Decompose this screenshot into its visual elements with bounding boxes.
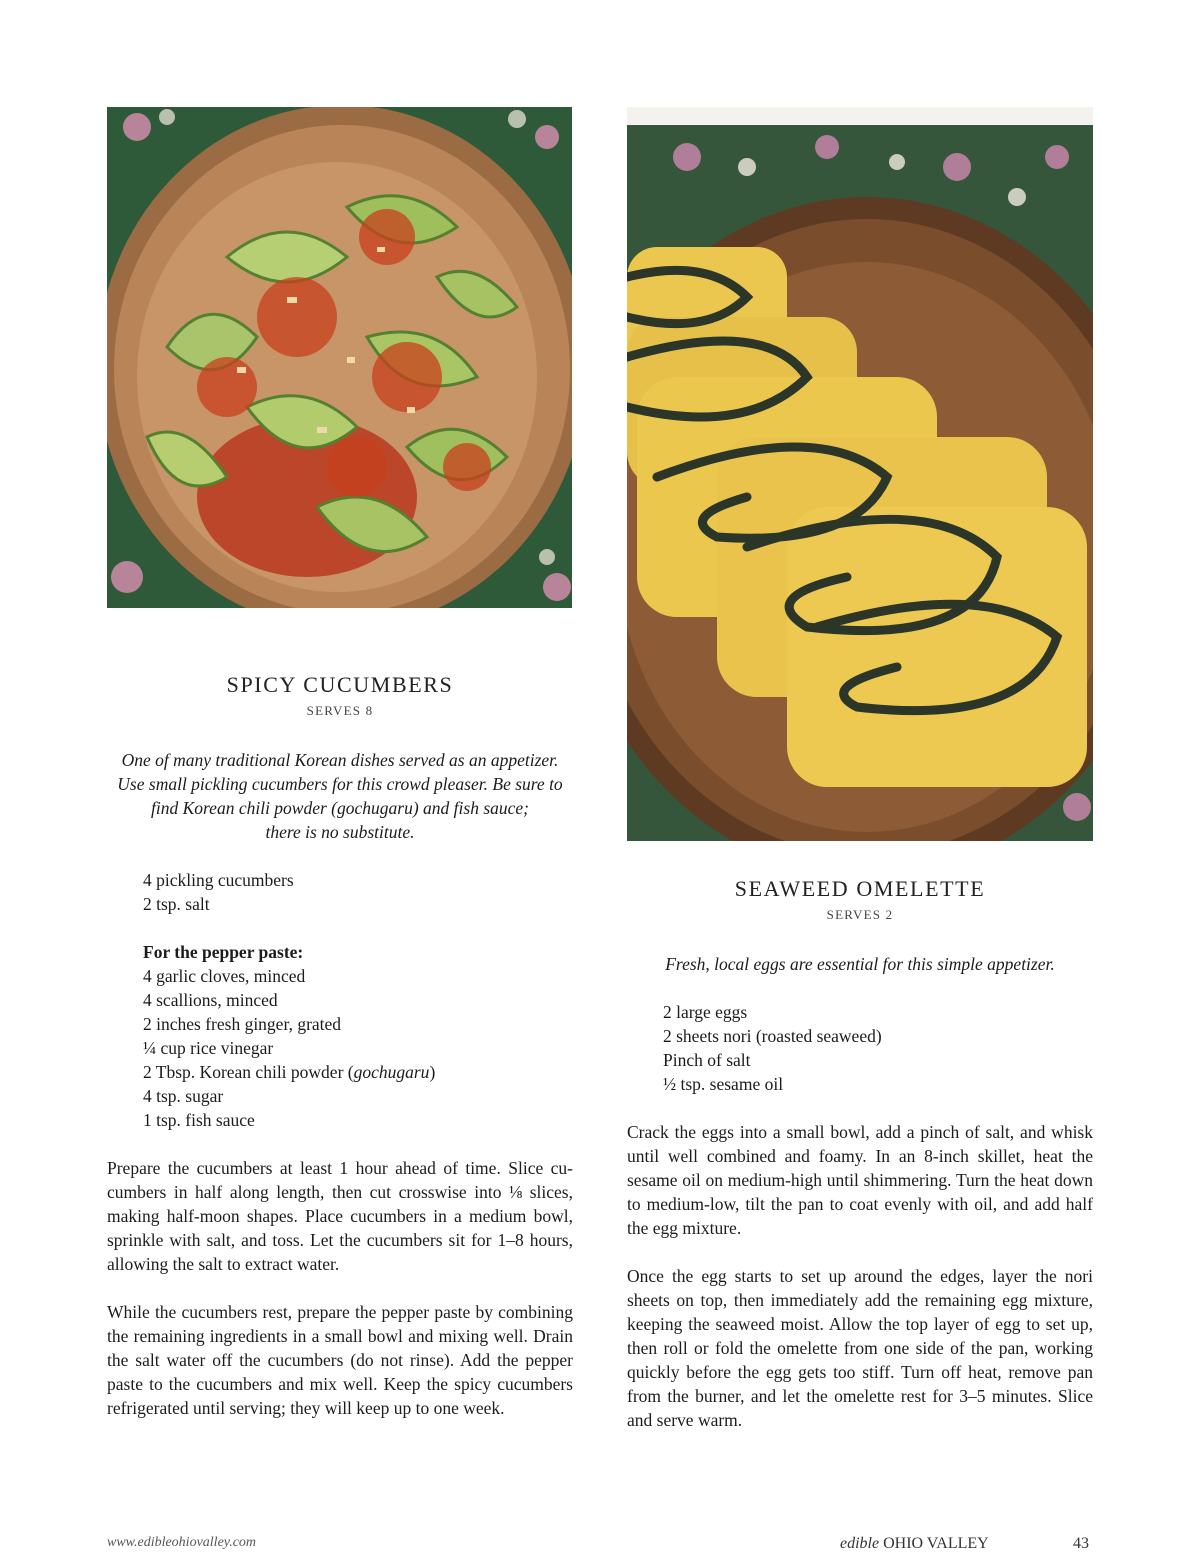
ingredient: 2 large eggs bbox=[663, 1002, 748, 1022]
seaweed-omelette-photo bbox=[627, 107, 1093, 841]
ingredient-list bbox=[663, 1000, 1093, 1096]
recipe-title: SEAWEED OMELETTE bbox=[734, 876, 986, 901]
instructions-paragraph: Crack the eggs into a small bowl, add a pinch of salt, and whisk until well combined and foamy. In an 8-inch skillet, heat the sesame oil on medium-high until shimmering. Turn the heat down to medium-low, tilt the pan to coat evenly with oil, and add half the egg mixture. bbox=[627, 1122, 1093, 1238]
intro-line: One of many traditional Korean dishes served as an appetizer. bbox=[121, 750, 559, 770]
ingredient: 2 sheets nori (roasted seaweed) bbox=[663, 1026, 882, 1046]
ingredient: 4 scallions, minced bbox=[143, 990, 278, 1010]
brand-ohio-valley: OHIO VALLEY bbox=[879, 1535, 989, 1552]
serves-label: SERVES 8 bbox=[306, 703, 374, 718]
ingredient: 2 Tbsp. Korean chili powder (gochugaru) bbox=[143, 1062, 436, 1082]
brand-edible: edible bbox=[840, 1535, 880, 1552]
seaweed-omelette-recipe bbox=[627, 872, 1093, 1432]
footer-url: www.edibleohiovalley.com bbox=[107, 1535, 257, 1550]
ingredient: 2 tsp. salt bbox=[143, 894, 210, 914]
ingredient: 4 pickling cucumbers bbox=[143, 870, 294, 890]
serves-label: SERVES 2 bbox=[826, 907, 894, 922]
recipe-intro: Fresh, local eggs are essential for this simple appetizer. bbox=[665, 954, 1055, 974]
recipe-intro bbox=[107, 748, 573, 844]
spicy-cucumbers-recipe bbox=[107, 668, 573, 1420]
intro-line: Use small pickling cucumbers for this crowd pleaser. Be sure to bbox=[117, 774, 563, 794]
instructions-paragraph: Once the egg starts to set up around the edges, layer the nori sheets on top, then immediately add the remaining egg mixture, keeping the seaweed moist. Allow the top layer of egg to set up, then roll or fold the omelette from one side of the pan, working quickly before the egg gets too stiff. Turn off heat, remove pan from the burner, and let the omelette rest for 3–5 minutes. Slice and serve warm. bbox=[627, 1266, 1093, 1430]
pepper-paste-heading: For the pepper paste: bbox=[143, 942, 304, 962]
ingredient: 2 inches fresh ginger, grated bbox=[143, 1014, 342, 1034]
ingredient: ¼ cup rice vinegar bbox=[143, 1038, 274, 1058]
ingredient: 4 tsp. sugar bbox=[143, 1086, 224, 1106]
ingredient-list bbox=[143, 868, 573, 1132]
ingredient: 4 garlic cloves, minced bbox=[143, 966, 306, 986]
ingredient: ½ tsp. sesame oil bbox=[663, 1074, 784, 1094]
instructions-paragraph: While the cucumbers rest, prepare the pepper paste by combining the remaining ingredients in a small bowl and mixing well. Drain the salt water off the cucumbers (do not rinse). Add the pepper paste to the cucumbers and mix well. Keep the spicy cucumbers refrigerated until serving; they will keep up to one week. bbox=[107, 1302, 573, 1418]
spicy-cucumbers-photo bbox=[107, 107, 572, 608]
page-number: 43 bbox=[1073, 1535, 1089, 1552]
ingredient: 1 tsp. fish sauce bbox=[143, 1110, 255, 1130]
intro-line: there is no substitute. bbox=[265, 822, 415, 842]
intro-line: find Korean chili powder (gochugaru) and fish sauce; bbox=[151, 798, 529, 818]
instructions-paragraph: Prepare the cucumbers at least 1 hour ahead of time. Slice cucumbers in half along length, then cut crosswise into ⅛ slices, making half-moon shapes. Place cucumbers in a medium bowl, sprinkle with salt, and toss. Let the cucumbers sit for 1–8 hours, allowing the salt to extract water. bbox=[107, 1158, 573, 1274]
ingredient: Pinch of salt bbox=[663, 1050, 751, 1070]
footer-brand bbox=[840, 1535, 989, 1553]
recipe-title: SPICY CUCUMBERS bbox=[226, 672, 454, 697]
